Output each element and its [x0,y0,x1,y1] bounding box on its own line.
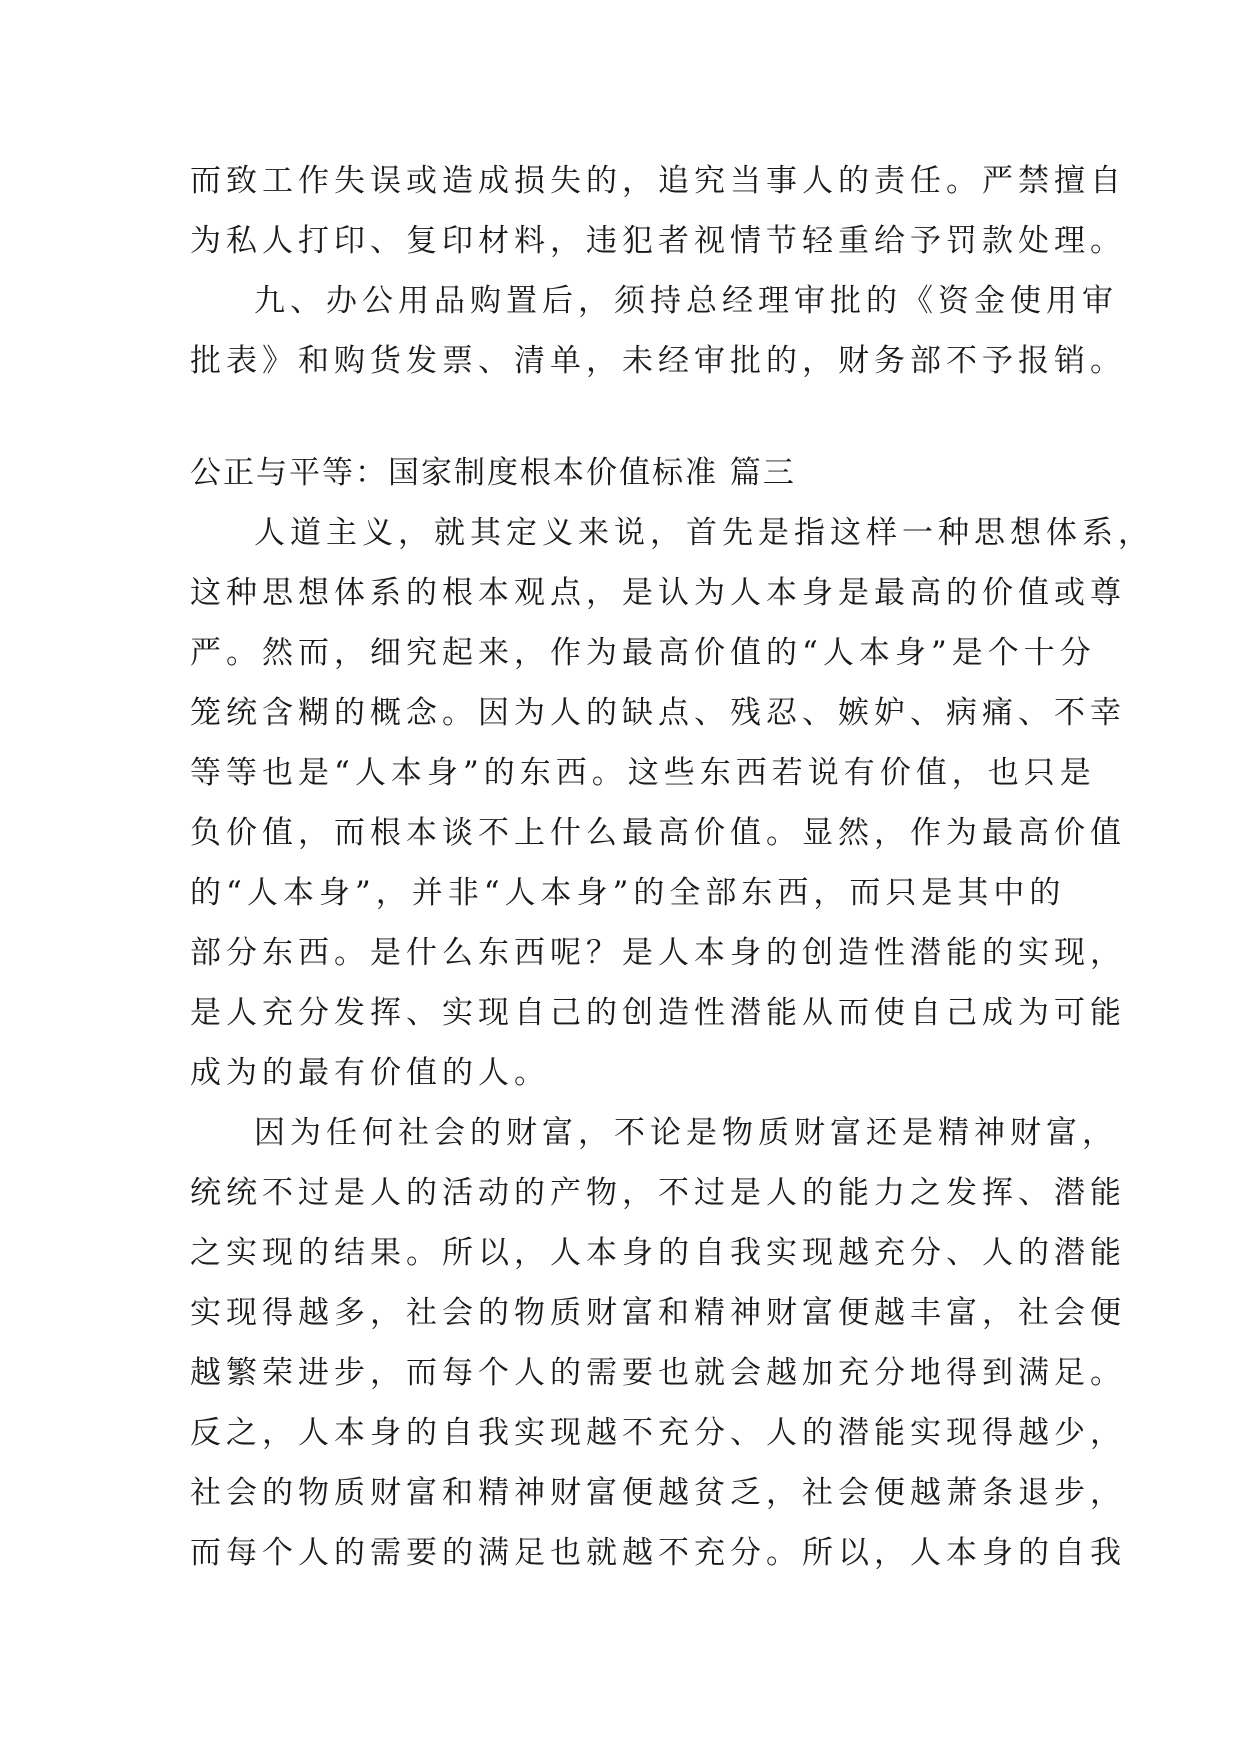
body-line: 是人充分发挥、实现自己的创造性潜能从而使自己成为可能 [190,995,1126,1031]
body-line: 反之，人本身的自我实现越不充分、人的潜能实现得越少， [190,1415,1126,1451]
body-line: 而每个人的需要的满足也就越不充分。所以，人本身的自我 [190,1535,1126,1571]
body-line: 而致工作失误或造成损失的，追究当事人的责任。严禁擅自 [190,163,1126,199]
body-line: 因为任何社会的财富，不论是物质财富还是精神财富， [254,1115,1118,1151]
body-line: 为私人打印、复印材料，违犯者视情节轻重给予罚款处理。 [190,223,1126,259]
body-line: 负价值，而根本谈不上什么最高价值。显然，作为最高价值 [190,815,1126,851]
body-line: 实现得越多，社会的物质财富和精神财富便越丰富，社会便 [190,1295,1126,1331]
body-line: 人道主义，就其定义来说，首先是指这样一种思想体系， [254,515,1154,551]
paragraph-block-1 [190,151,1126,391]
paragraph-block-2 [190,503,1154,1583]
body-line: 严。然而，细究起来，作为最高价值的“人本身”是个十分 [190,635,1096,671]
body-line: 的“人本身”，并非“人本身”的全部东西，而只是其中的 [190,875,1066,911]
body-line: 等等也是“人本身”的东西。这些东西若说有价值，也只是 [190,755,1096,791]
body-line: 成为的最有价值的人。 [190,1055,550,1091]
body-line: 九、办公用品购置后，须持总经理审批的《资金使用审 [254,283,1118,319]
section-heading-block [190,443,1065,503]
body-line: 统统不过是人的活动的产物，不过是人的能力之发挥、潜能 [190,1175,1126,1211]
body-line: 越繁荣进步，而每个人的需要也就会越加充分地得到满足。 [190,1355,1126,1391]
section-heading: 公正与平等：国家制度根本价值标准 篇三 [190,455,796,491]
body-line: 笼统含糊的概念。因为人的缺点、残忍、嫉妒、病痛、不幸 [190,695,1126,731]
body-line: 批表》和购货发票、清单，未经审批的，财务部不予报销。 [190,343,1126,379]
body-line: 之实现的结果。所以，人本身的自我实现越充分、人的潜能 [190,1235,1126,1271]
body-line: 部分东西。是什么东西呢？是人本身的创造性潜能的实现， [190,935,1126,971]
body-line: 社会的物质财富和精神财富便越贫乏，社会便越萧条退步， [190,1475,1126,1511]
body-line: 这种思想体系的根本观点，是认为人本身是最高的价值或尊 [190,575,1126,611]
